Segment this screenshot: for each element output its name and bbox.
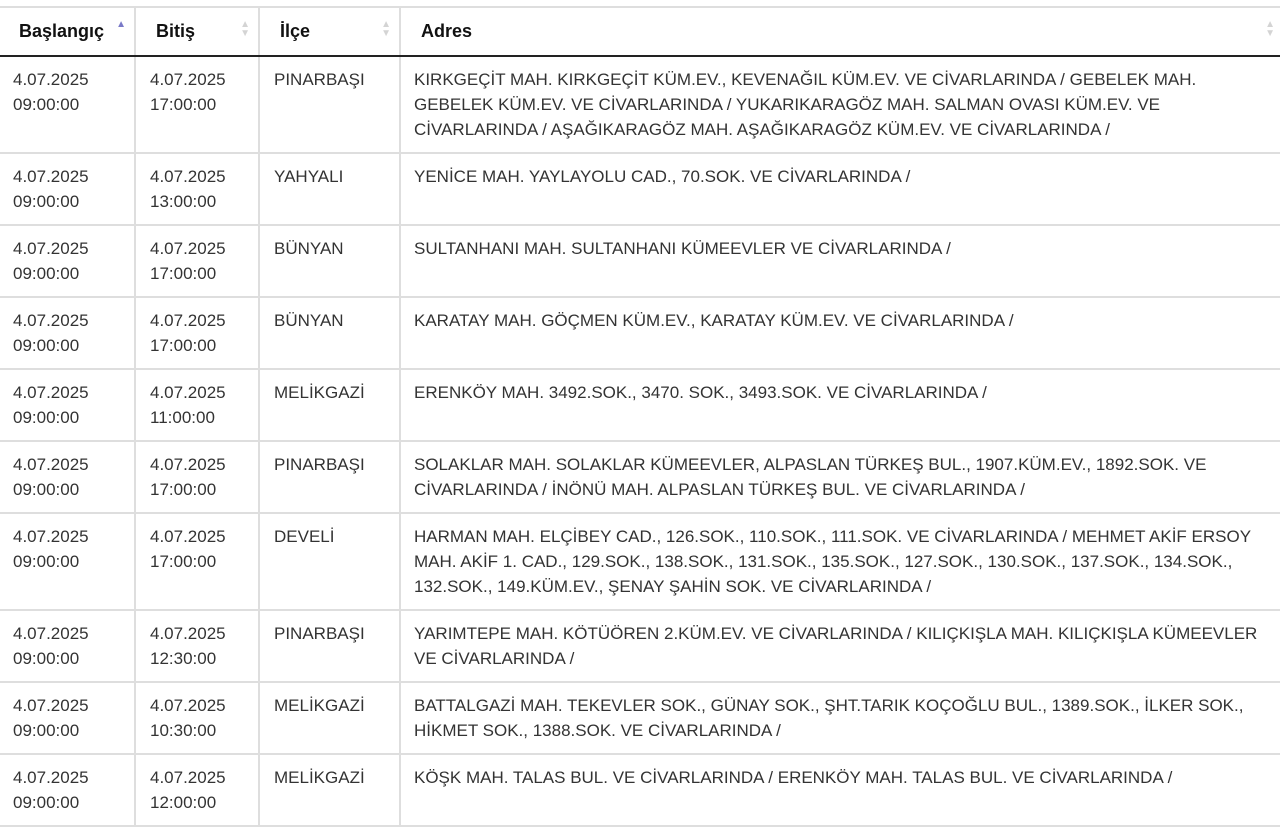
cell-end-datetime — [135, 754, 259, 826]
table-body — [0, 56, 1280, 826]
cell-start-datetime — [0, 153, 135, 225]
cell-district: MELİKGAZİ — [259, 369, 400, 441]
start-time: 09:00:00 — [13, 264, 80, 283]
end-date: 4.07.2025 — [150, 768, 226, 787]
end-time: 12:00:00 — [150, 793, 217, 812]
cell-end-datetime — [135, 297, 259, 369]
start-date: 4.07.2025 — [13, 455, 89, 474]
end-time: 12:30:00 — [150, 649, 217, 668]
column-header-label: İlçe — [280, 21, 311, 41]
start-date: 4.07.2025 — [13, 624, 89, 643]
cell-address: ERENKÖY MAH. 3492.SOK., 3470. SOK., 3493.SOK. VE CİVARLARINDA / — [400, 369, 1280, 441]
sort-both-icon: ▲ ▼ — [381, 19, 391, 39]
start-date: 4.07.2025 — [13, 311, 89, 330]
start-time: 09:00:00 — [13, 649, 80, 668]
start-date: 4.07.2025 — [13, 239, 89, 258]
cell-district: PINARBAŞI — [259, 441, 400, 513]
end-date: 4.07.2025 — [150, 527, 226, 546]
cell-start-datetime — [0, 297, 135, 369]
cell-address: BATTALGAZİ MAH. TEKEVLER SOK., GÜNAY SOK., ŞHT.TARIK KOÇOĞLU BUL., 1389.SOK., İLKER SOK., HİKMET SOK., 1388.SOK. VE CİVARLARINDA / — [400, 682, 1280, 754]
cell-district: PINARBAŞI — [259, 56, 400, 153]
sort-both-icon: ▲ ▼ — [240, 19, 250, 39]
end-time: 11:00:00 — [150, 408, 215, 427]
end-time: 10:30:00 — [150, 721, 217, 740]
cell-start-datetime — [0, 225, 135, 297]
end-time: 17:00:00 — [150, 264, 217, 283]
table-row — [0, 610, 1280, 682]
cell-end-datetime — [135, 153, 259, 225]
start-time: 09:00:00 — [13, 793, 80, 812]
cell-address: KÖŞK MAH. TALAS BUL. VE CİVARLARINDA / ERENKÖY MAH. TALAS BUL. VE CİVARLARINDA / — [400, 754, 1280, 826]
table-row — [0, 369, 1280, 441]
cell-start-datetime — [0, 754, 135, 826]
column-header-label: Başlangıç — [19, 21, 105, 41]
cell-start-datetime — [0, 610, 135, 682]
outage-table — [0, 6, 1280, 827]
cell-address: KARATAY MAH. GÖÇMEN KÜM.EV., KARATAY KÜM.EV. VE CİVARLARINDA / — [400, 297, 1280, 369]
end-time: 13:00:00 — [150, 192, 217, 211]
end-time: 17:00:00 — [150, 95, 217, 114]
table-row — [0, 56, 1280, 153]
start-date: 4.07.2025 — [13, 696, 89, 715]
cell-district: DEVELİ — [259, 513, 400, 610]
cell-start-datetime — [0, 682, 135, 754]
cell-end-datetime — [135, 56, 259, 153]
cell-start-datetime — [0, 513, 135, 610]
cell-address: SULTANHANI MAH. SULTANHANI KÜMEEVLER VE CİVARLARINDA / — [400, 225, 1280, 297]
end-date: 4.07.2025 — [150, 311, 226, 330]
column-header-start[interactable] — [0, 7, 135, 56]
end-date: 4.07.2025 — [150, 383, 226, 402]
cell-district: MELİKGAZİ — [259, 754, 400, 826]
table-row — [0, 225, 1280, 297]
start-time: 09:00:00 — [13, 336, 80, 355]
end-date: 4.07.2025 — [150, 239, 226, 258]
start-time: 09:00:00 — [13, 95, 80, 114]
cell-end-datetime — [135, 513, 259, 610]
table-row — [0, 441, 1280, 513]
cell-district: MELİKGAZİ — [259, 682, 400, 754]
cell-start-datetime — [0, 369, 135, 441]
cell-address: YENİCE MAH. YAYLAYOLU CAD., 70.SOK. VE CİVARLARINDA / — [400, 153, 1280, 225]
cell-end-datetime — [135, 225, 259, 297]
column-header-label: Bitiş — [156, 21, 196, 41]
table-header — [0, 7, 1280, 56]
start-time: 09:00:00 — [13, 480, 80, 499]
sort-both-icon: ▲ ▼ — [1265, 19, 1275, 39]
cell-end-datetime — [135, 610, 259, 682]
end-time: 17:00:00 — [150, 552, 217, 571]
end-time: 17:00:00 — [150, 480, 217, 499]
cell-end-datetime — [135, 441, 259, 513]
table-row — [0, 153, 1280, 225]
cell-address: YARIMTEPE MAH. KÖTÜÖREN 2.KÜM.EV. VE CİVARLARINDA / KILIÇKIŞLA MAH. KILIÇKIŞLA KÜMEEVLER VE CİVARLARINDA / — [400, 610, 1280, 682]
end-date: 4.07.2025 — [150, 70, 226, 89]
cell-start-datetime — [0, 441, 135, 513]
start-time: 09:00:00 — [13, 552, 80, 571]
cell-address: KIRKGEÇİT MAH. KIRKGEÇİT KÜM.EV., KEVENAĞIL KÜM.EV. VE CİVARLARINDA / GEBELEK MAH. GEBELEK KÜM.EV. VE CİVARLARINDA / YUKARIKARAGÖZ MAH. SALMAN OVASI KÜM.EV. VE CİVARLARINDA / AŞAĞIKARAGÖZ MAH. AŞAĞIKARAGÖZ KÜM.EV. VE CİVARLARINDA / — [400, 56, 1280, 153]
column-header-address[interactable] — [400, 7, 1280, 56]
start-date: 4.07.2025 — [13, 167, 89, 186]
start-date: 4.07.2025 — [13, 383, 89, 402]
cell-end-datetime — [135, 369, 259, 441]
end-time: 17:00:00 — [150, 336, 217, 355]
end-date: 4.07.2025 — [150, 167, 226, 186]
header-row — [0, 7, 1280, 56]
end-date: 4.07.2025 — [150, 624, 226, 643]
cell-district: PINARBAŞI — [259, 610, 400, 682]
start-date: 4.07.2025 — [13, 768, 89, 787]
table-row — [0, 754, 1280, 826]
sort-asc-icon: ▲ ▼ — [116, 19, 126, 39]
cell-start-datetime — [0, 56, 135, 153]
table-row — [0, 513, 1280, 610]
start-time: 09:00:00 — [13, 192, 80, 211]
column-header-district[interactable] — [259, 7, 400, 56]
cell-district: BÜNYAN — [259, 225, 400, 297]
cell-address: SOLAKLAR MAH. SOLAKLAR KÜMEEVLER, ALPASLAN TÜRKEŞ BUL., 1907.KÜM.EV., 1892.SOK. VE CİVARLARINDA / İNÖNÜ MAH. ALPASLAN TÜRKEŞ BUL. VE CİVARLARINDA / — [400, 441, 1280, 513]
column-header-label: Adres — [421, 21, 473, 41]
column-header-end[interactable] — [135, 7, 259, 56]
start-time: 09:00:00 — [13, 408, 80, 427]
end-date: 4.07.2025 — [150, 696, 226, 715]
cell-address: HARMAN MAH. ELÇİBEY CAD., 126.SOK., 110.SOK., 111.SOK. VE CİVARLARINDA / MEHMET AKİF ERSOY MAH. AKİF 1. CAD., 129.SOK., 138.SOK., 131.SOK., 135.SOK., 127.SOK., 130.SOK., 137.SOK., 134.SOK., 132.SOK., 149.KÜM.EV., ŞENAY ŞAHİN SOK. VE CİVARLARINDA / — [400, 513, 1280, 610]
start-time: 09:00:00 — [13, 721, 80, 740]
cell-district: BÜNYAN — [259, 297, 400, 369]
start-date: 4.07.2025 — [13, 70, 89, 89]
start-date: 4.07.2025 — [13, 527, 89, 546]
table-row — [0, 297, 1280, 369]
end-date: 4.07.2025 — [150, 455, 226, 474]
cell-district: YAHYALI — [259, 153, 400, 225]
table-row — [0, 682, 1280, 754]
cell-end-datetime — [135, 682, 259, 754]
